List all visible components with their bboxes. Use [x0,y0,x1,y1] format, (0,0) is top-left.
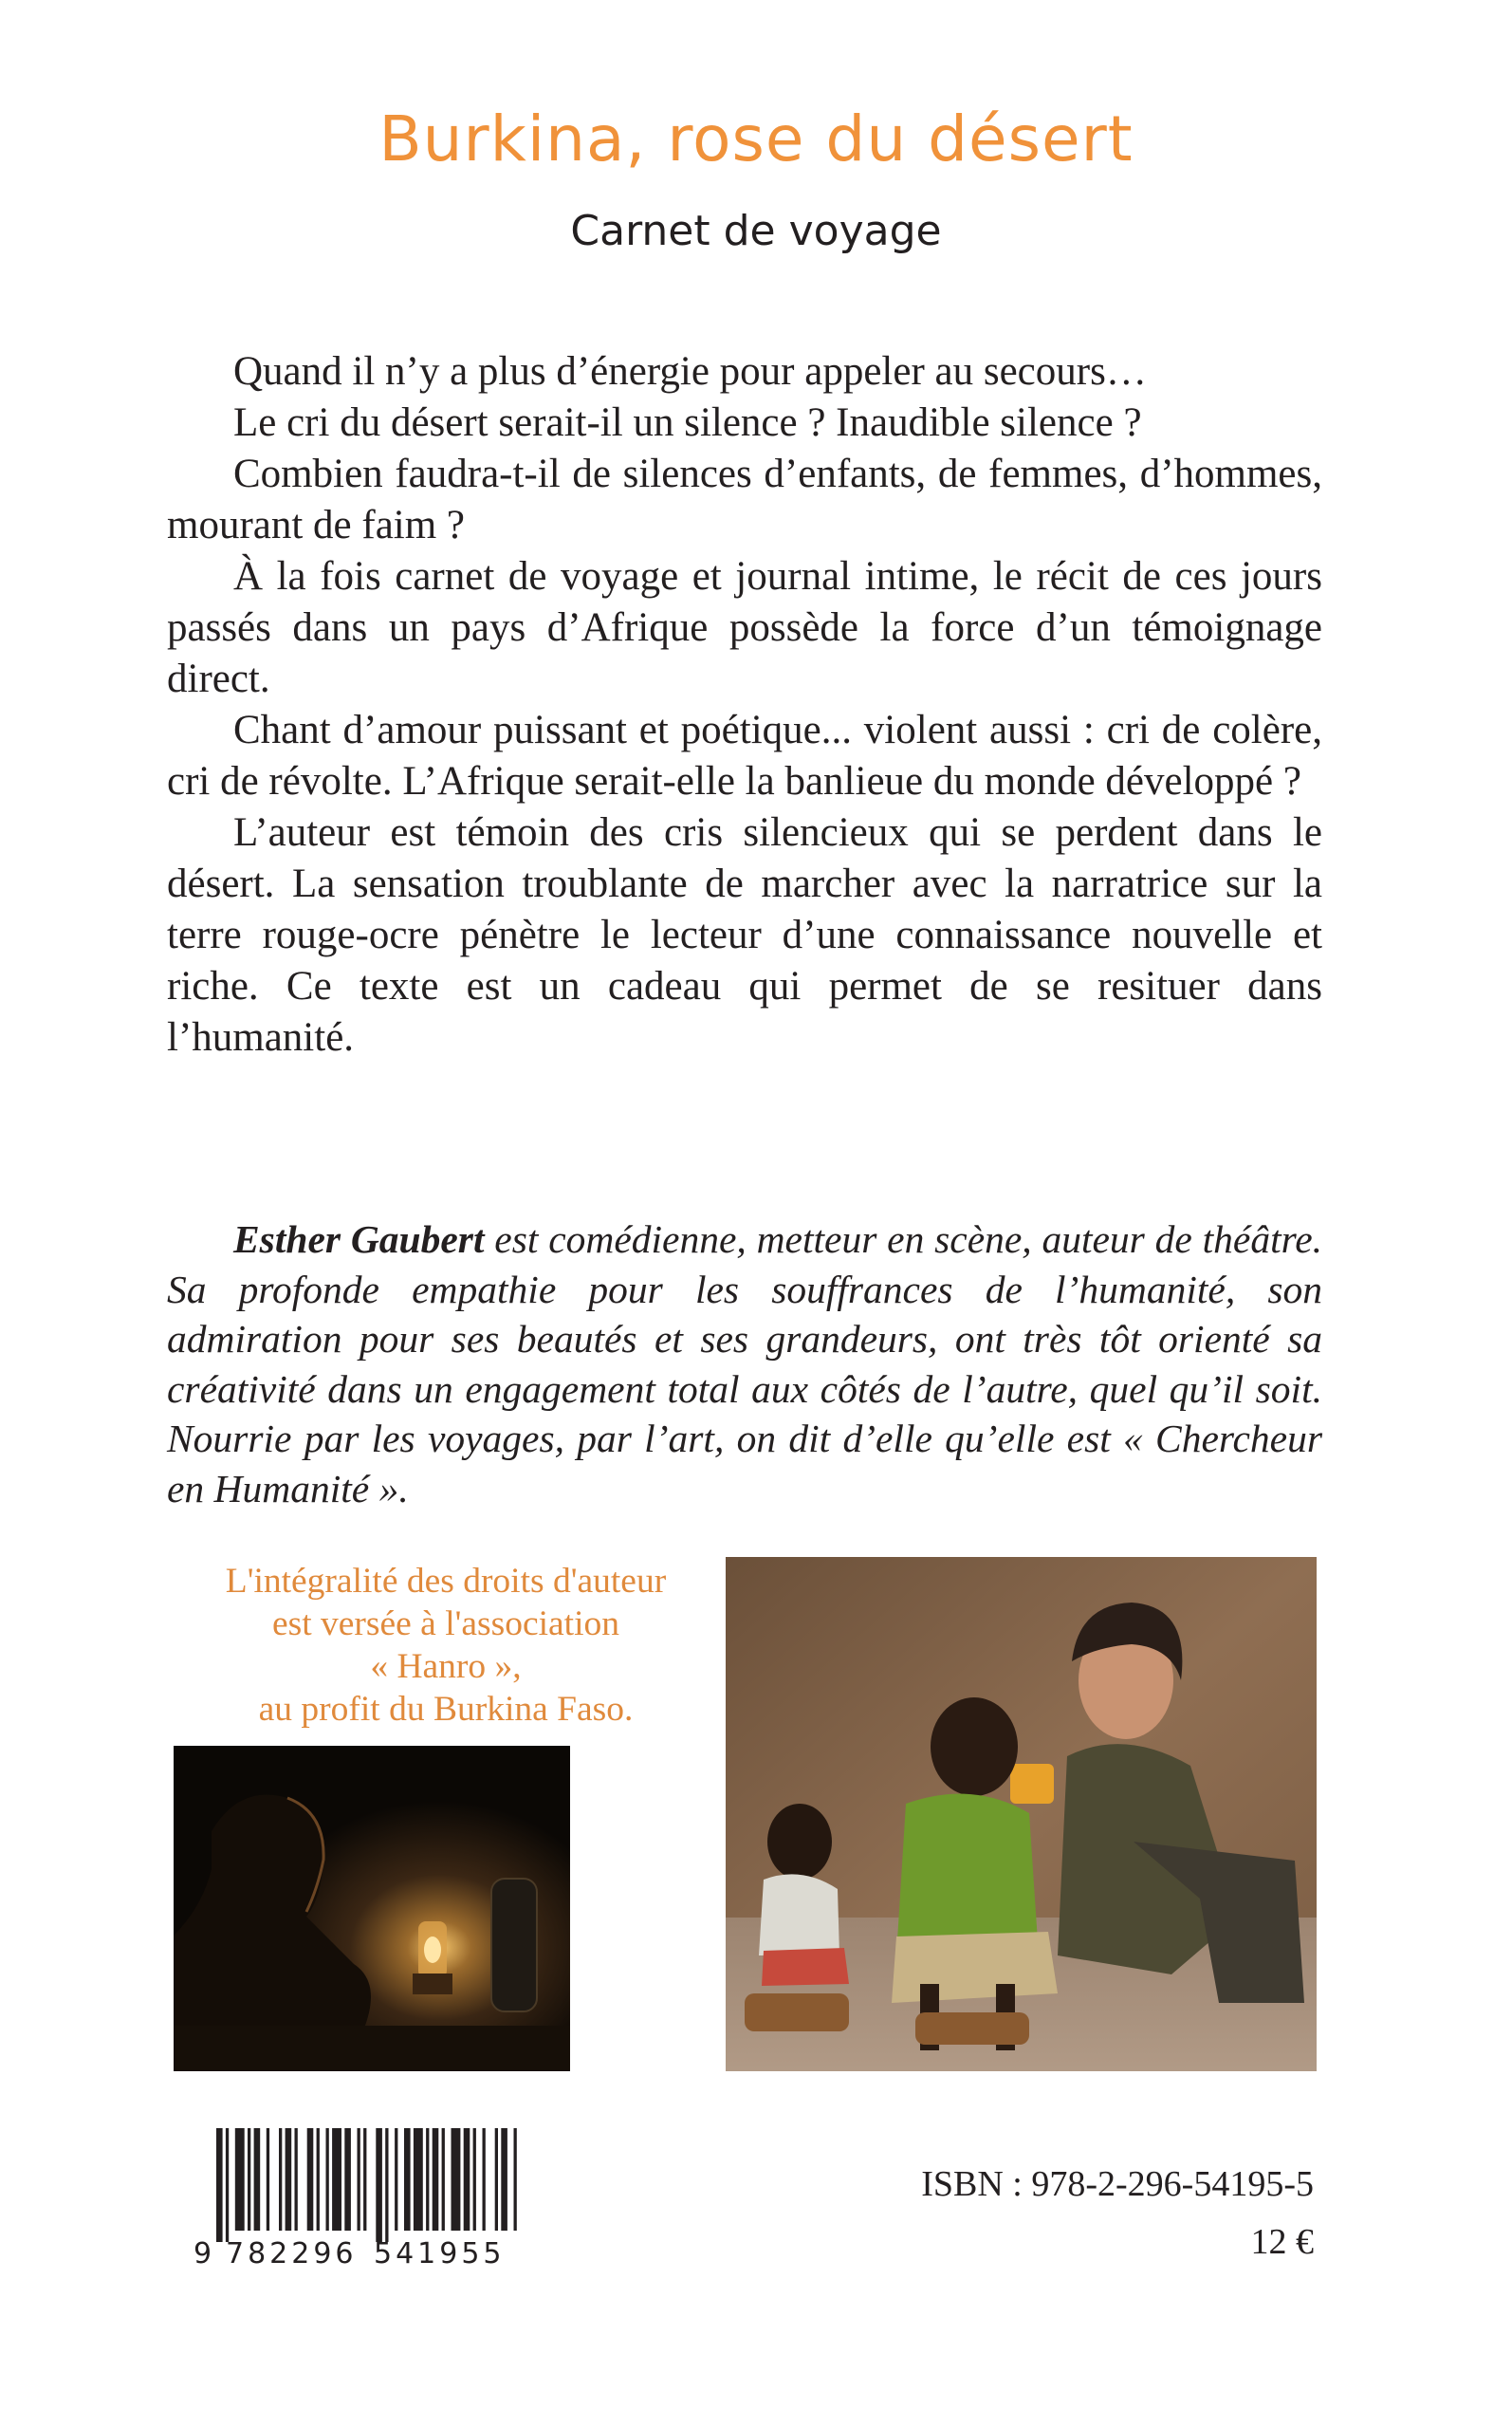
barcode-bar [216,2128,223,2242]
barcode-bars [216,2128,517,2242]
barcode-bar [483,2128,486,2231]
barcode-bar [226,2128,229,2242]
barcode-bar [442,2128,445,2231]
photo-lantern-writer [174,1746,570,2071]
author-name: Esther Gaubert [233,1217,485,1261]
barcode-digits-right: 541955 [374,2237,506,2270]
rights-line: « Hanro », [370,1647,522,1686]
rights-line: est versée à l'association [272,1604,619,1643]
barcode-bar [464,2128,470,2231]
barcode-bar [414,2128,423,2231]
barcode-bar [254,2128,261,2231]
photo-woman-with-children-image [726,1557,1317,2071]
barcode-bar [473,2128,476,2231]
barcode-bar [385,2128,388,2242]
photo-woman-with-children [726,1557,1317,2071]
barcode-bar [495,2128,498,2231]
barcode-bar [433,2128,439,2231]
photo-lantern-writer-image [174,1746,570,2071]
barcode-bar [426,2128,429,2231]
barcode-bar [267,2128,269,2231]
blurb-paragraph: Chant d’amour puissant et poétique... violent aussi : cri de colère, cri de révolte. L’Afrique serait-elle la banlieue du monde développé ? [167,708,1322,804]
isbn: ISBN : 978-2-296-54195-5 [921,2164,1314,2204]
author-bio [167,1214,1322,1513]
blurb-paragraph: Combien faudra-t-il de silences d’enfants, de femmes, d’hommes, mourant de faim ? [167,452,1322,547]
price: 12 € [1250,2222,1314,2262]
barcode-bar [395,2128,397,2231]
barcode-bar [279,2128,282,2231]
barcode-bar [514,2128,517,2231]
rights-line: au profit du Burkina Faso. [258,1690,634,1729]
barcode-bar [376,2128,382,2242]
book-title: Burkina, rose du désert [378,102,1134,176]
barcode-bar [307,2128,314,2231]
barcode-bar [452,2128,461,2231]
barcode-bar [363,2128,366,2231]
rights-notice [161,1560,730,1731]
barcode-digits-left: 782296 [226,2237,358,2270]
blurb [167,346,1322,1064]
rights-line: L'intégralité des droits d'auteur [225,1562,667,1601]
barcode-bar [295,2128,298,2231]
barcode [188,2128,522,2270]
blurb-paragraph: Le cri du désert serait-il un silence ? Inaudible silence ? [233,400,1142,445]
barcode-bar [235,2128,245,2231]
barcode-bar [286,2128,292,2231]
book-subtitle: Carnet de voyage [570,207,942,255]
barcode-graphic [188,2128,522,2270]
barcode-bar [358,2128,360,2231]
barcode-bar [344,2128,351,2231]
barcode-bar [317,2128,320,2231]
barcode-digit-first: 9 [194,2237,212,2270]
blurb-paragraph: À la fois carnet de voyage et journal intime, le récit de ces jours passés dans un pays d’Afrique possède la force d’un témoignage direct. [167,554,1322,701]
barcode-bar [501,2128,507,2231]
barcode-bar [332,2128,341,2231]
author-bio-paragraph [167,1214,1322,1513]
barcode-bar [326,2128,329,2231]
blurb-paragraph: Quand il n’y a plus d’énergie pour appeler au secours… [233,349,1147,394]
barcode-bar [248,2128,250,2231]
barcode-bar [404,2128,411,2231]
author-bio-text: est comédienne, metteur en scène, auteur de théâtre. Sa profonde empathie pour les souffrances de l’humanité, son admiration pour ses beautés et ses grandeurs, ont très tôt orienté sa créativité dans un engagement total aux côtés de l’autre, quel qu’il soit. Nourrie par les voyages, par l’art, on dit d’elle qu’elle est « Chercheur en Humanité ». [167,1217,1323,1510]
blurb-paragraph: L’auteur est témoin des cris silencieux qui se perdent dans le désert. La sensation troublante de marcher avec la narratrice sur la terre rouge-ocre pénètre le lecteur d’une connaissance nouvelle et riche. Ce texte est un cadeau qui permet de se resituer dans l’humanité. [167,810,1322,1060]
